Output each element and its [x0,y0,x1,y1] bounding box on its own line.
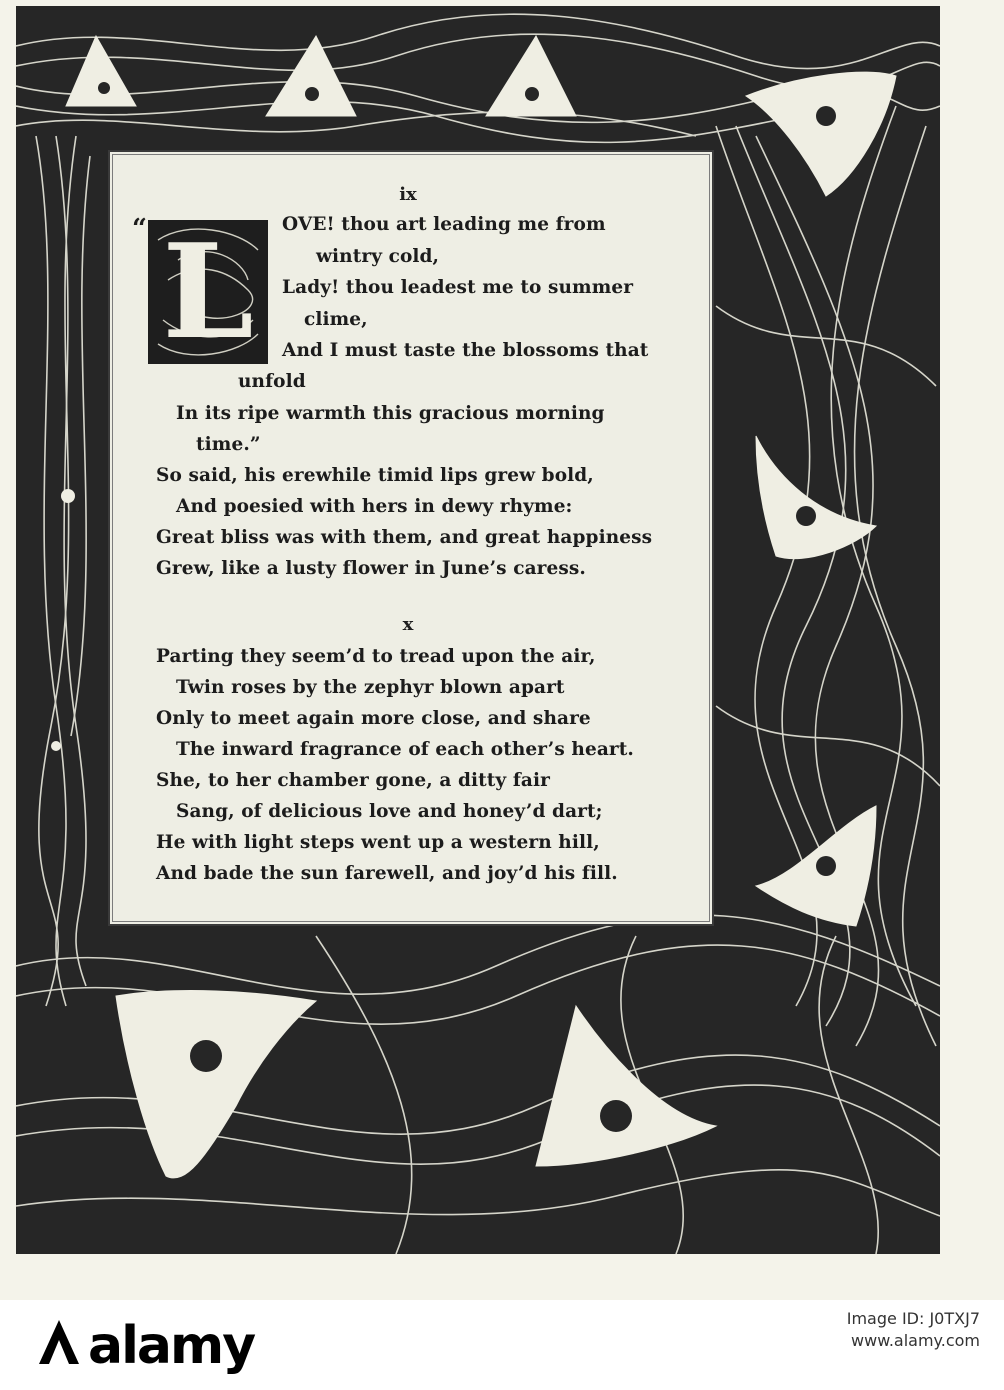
stanza-ix-line-11: Great bliss was with them, and great happiness [156,527,653,548]
stanza-x-line-3: Only to meet again more close, and share [156,708,591,729]
stanza-x-line-8: And bade the sun farewell, and joy’d his fill. [156,863,618,884]
stanza-ix-line-7: In its ripe warmth this gracious morning [176,403,605,424]
illuminated-drop-cap [148,215,268,368]
stanza-ix-line-8: time.” [196,434,261,455]
stanza-x-line-4: The inward fragrance of each other’s heart. [176,739,634,760]
stanza-ix-line-2: wintry cold, [316,246,440,267]
stanza-ix-line-1: OVE! thou art leading me from [282,214,606,235]
stanza-ix-number: ix [399,184,417,205]
stanza-ix-line-3: Lady! thou leadest me to summer [282,277,634,298]
opening-quote: “ [132,214,148,244]
stanza-x-line-5: She, to her chamber gone, a ditty fair [156,770,550,791]
stanza-ix-line-9: So said, his erewhile timid lips grew bold, [156,465,594,486]
stanza-x-line-2: Twin roses by the zephyr blown apart [176,677,565,698]
stock-watermark-bar [0,1300,1004,1390]
image-id: Image ID: J0TXJ7 [846,1309,980,1328]
stanza-ix-line-10: And poesied with hers in dewy rhyme: [176,496,573,517]
stanza-x-line-1: Parting they seem’d to tread upon the air, [156,646,596,667]
stanza-x-line-7: He with light steps went up a western hill, [156,832,600,853]
stanza-x-number: x [402,614,414,635]
image-id-block [847,1308,980,1352]
stanza-x-line-6: Sang, of delicious love and honey’d dart; [176,801,603,822]
ornamental-border [16,6,940,1254]
stanza-ix-line-4: clime, [304,309,368,330]
alamy-a-icon [36,1316,82,1368]
stanza-ix-line-6: unfold [238,371,306,392]
drop-cap-letter: L [162,215,254,368]
stanza-ix-line-12: Grew, like a lusty flower in June’s caress. [156,558,586,579]
alamy-logo [36,1316,254,1376]
site-url: www.alamy.com [851,1331,980,1350]
stanza-ix-line-5: And I must taste the blossoms that [282,340,649,361]
alamy-logo-text: alamy [88,1316,255,1376]
poem-text-panel [108,150,714,926]
